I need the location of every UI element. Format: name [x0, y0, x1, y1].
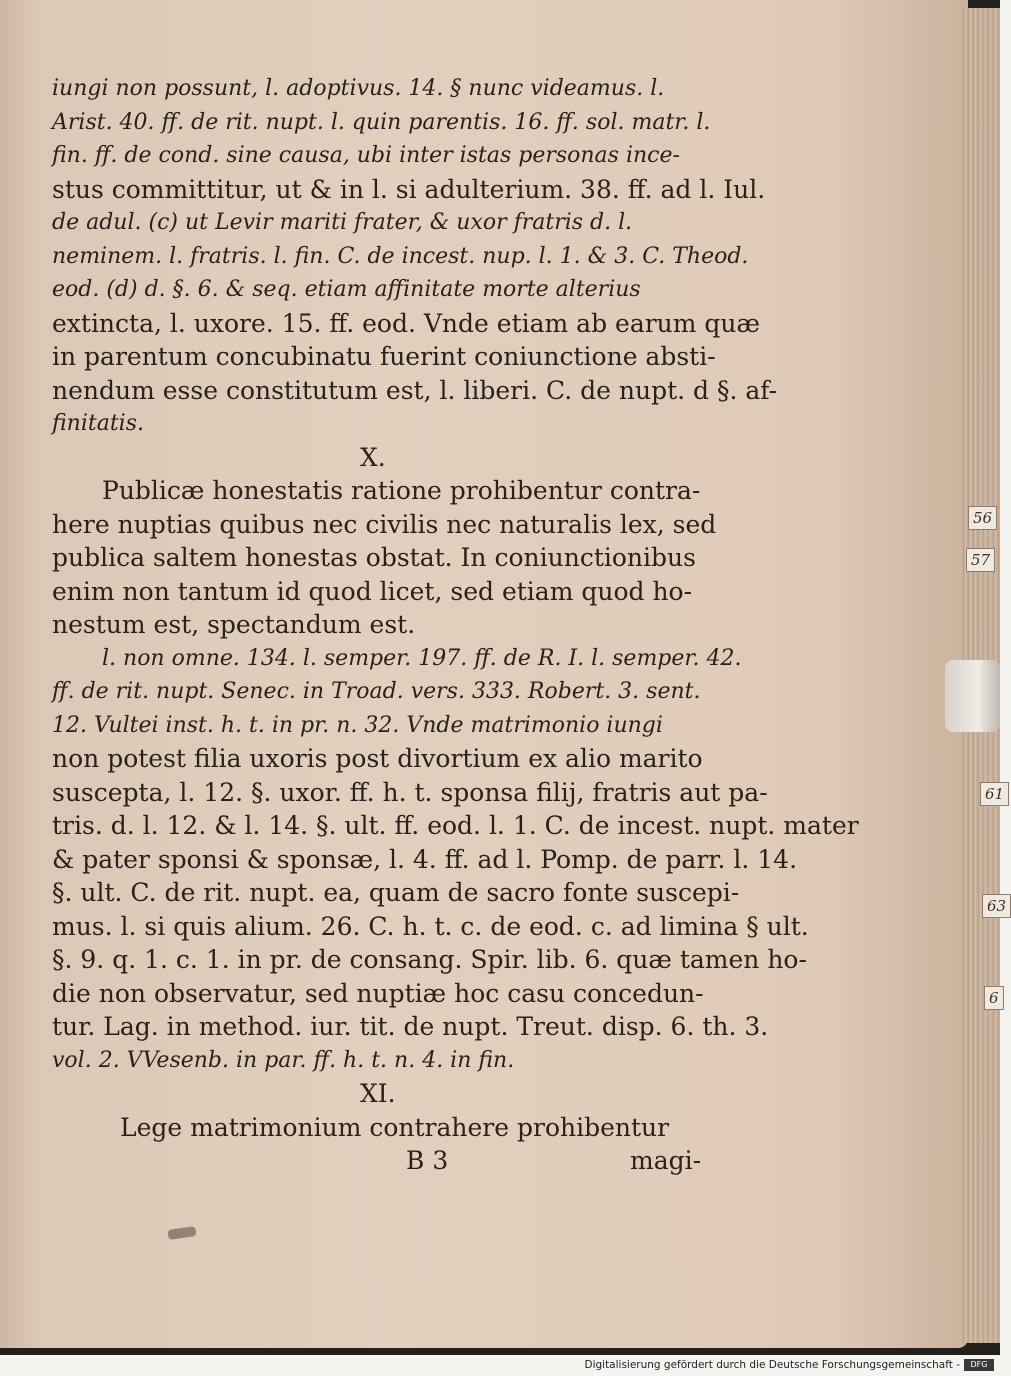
note-line: non potest filia uxoris post divortium ex alio marito — [52, 744, 703, 773]
catchword: magi- — [630, 1146, 702, 1175]
index-tab-6: 6 — [984, 986, 1004, 1010]
paragraph-line: enim non tantum id quod licet, sed etiam quod ho- — [52, 576, 693, 606]
text-line: nendum esse constitutum est, l. liberi. C. de nupt. d §. af- — [52, 375, 778, 405]
index-tab-57: 57 — [966, 548, 995, 572]
note-line: vol. 2. VVesenb. in par. ff. h. t. n. 4. in fin. — [52, 1047, 515, 1073]
footer-bar — [0, 1355, 1000, 1376]
note-line: mus. l. si quis alium. 26. C. h. t. c. de eod. c. ad limina § ult. — [52, 911, 809, 941]
note-line: §. ult. C. de rit. nupt. ea, quam de sacro fonte suscepi- — [52, 878, 740, 907]
signature-mark: B 3 — [406, 1146, 449, 1175]
dfg-logo: DFG — [964, 1359, 994, 1371]
paragraph-line: here nuptias quibus nec civilis nec naturalis lex, sed — [52, 509, 717, 539]
text-line: eod. (d) d. §. 6. & seq. etiam affinitate morte alterius — [52, 277, 641, 302]
text-line: Arist. 40. ff. de rit. nupt. l. quin parentis. 16. ff. sol. matr. l. — [52, 109, 711, 135]
text-line: de adul. (c) ut Levir mariti frater, & uxor fratris d. l. — [52, 210, 633, 235]
paragraph-line: Publicæ honestatis ratione prohibentur contra- — [102, 476, 701, 505]
note-line: tris. d. l. 12. & l. 14. §. ult. ff. eod. l. 1. C. de incest. nupt. mater — [52, 811, 859, 840]
note-line: tur. Lag. in method. iur. tit. de nupt. Treut. disp. 6. th. 3. — [52, 1012, 769, 1041]
paragraph-line: publica saltem honestas obstat. In coniunctionibus — [52, 543, 696, 572]
note-line: suscepta, l. 12. §. uxor. ff. h. t. sponsa filij, fratris aut pa- — [52, 777, 768, 807]
text-line: iungi non possunt, l. adoptivus. 14. § nunc videamus. l. — [52, 76, 665, 101]
text-line: extincta, l. uxore. 15. ff. eod. Vnde etiam ab earum quæ — [52, 308, 761, 338]
note-line: die non observatur, sed nuptiæ hoc casu concedun- — [52, 978, 704, 1008]
section-heading-x: X. — [360, 442, 386, 472]
section-heading-xi: XI. — [360, 1079, 396, 1108]
text-line: stus committitur, ut & in l. si adulterium. 38. ff. ad l. Iul. — [52, 174, 766, 204]
index-tab-56: 56 — [968, 506, 997, 530]
note-line: §. 9. q. 1. c. 1. in pr. de consang. Spir. lib. 6. quæ tamen ho- — [52, 945, 807, 974]
page-text — [52, 72, 859, 1178]
text-line: finitatis. — [52, 411, 144, 436]
page-clip — [945, 660, 1000, 732]
footer-credit: Digitalisierung gefördert durch die Deutsche Forschungsgemeinschaft - — [584, 1359, 960, 1371]
paragraph-line: nestum est, spectandum est. — [52, 610, 416, 639]
text-line: neminem. l. fratris. l. fin. C. de incest. nup. l. 1. & 3. C. Theod. — [52, 243, 749, 269]
note-line: 12. Vultei inst. h. t. in pr. n. 32. Vnde matrimonio iungi — [52, 712, 663, 738]
paragraph-line: Lege matrimonium contrahere prohibentur — [120, 1112, 670, 1142]
note-line: & pater sponsi & sponsæ, l. 4. ff. ad l. Pomp. de parr. l. 14. — [52, 844, 798, 874]
text-line: fin. ff. de cond. sine causa, ubi inter istas personas ince- — [52, 143, 680, 168]
note-line: ff. de rit. nupt. Senec. in Troad. vers. 333. Robert. 3. sent. — [52, 679, 701, 704]
index-tab-61: 61 — [980, 782, 1009, 806]
index-tab-63: 63 — [982, 894, 1011, 918]
signature-line — [52, 1144, 712, 1178]
text-line: in parentum concubinatu fuerint coniunctione absti- — [52, 342, 716, 371]
note-line: l. non omne. 134. l. semper. 197. ff. de R. I. l. semper. 42. — [102, 645, 742, 671]
